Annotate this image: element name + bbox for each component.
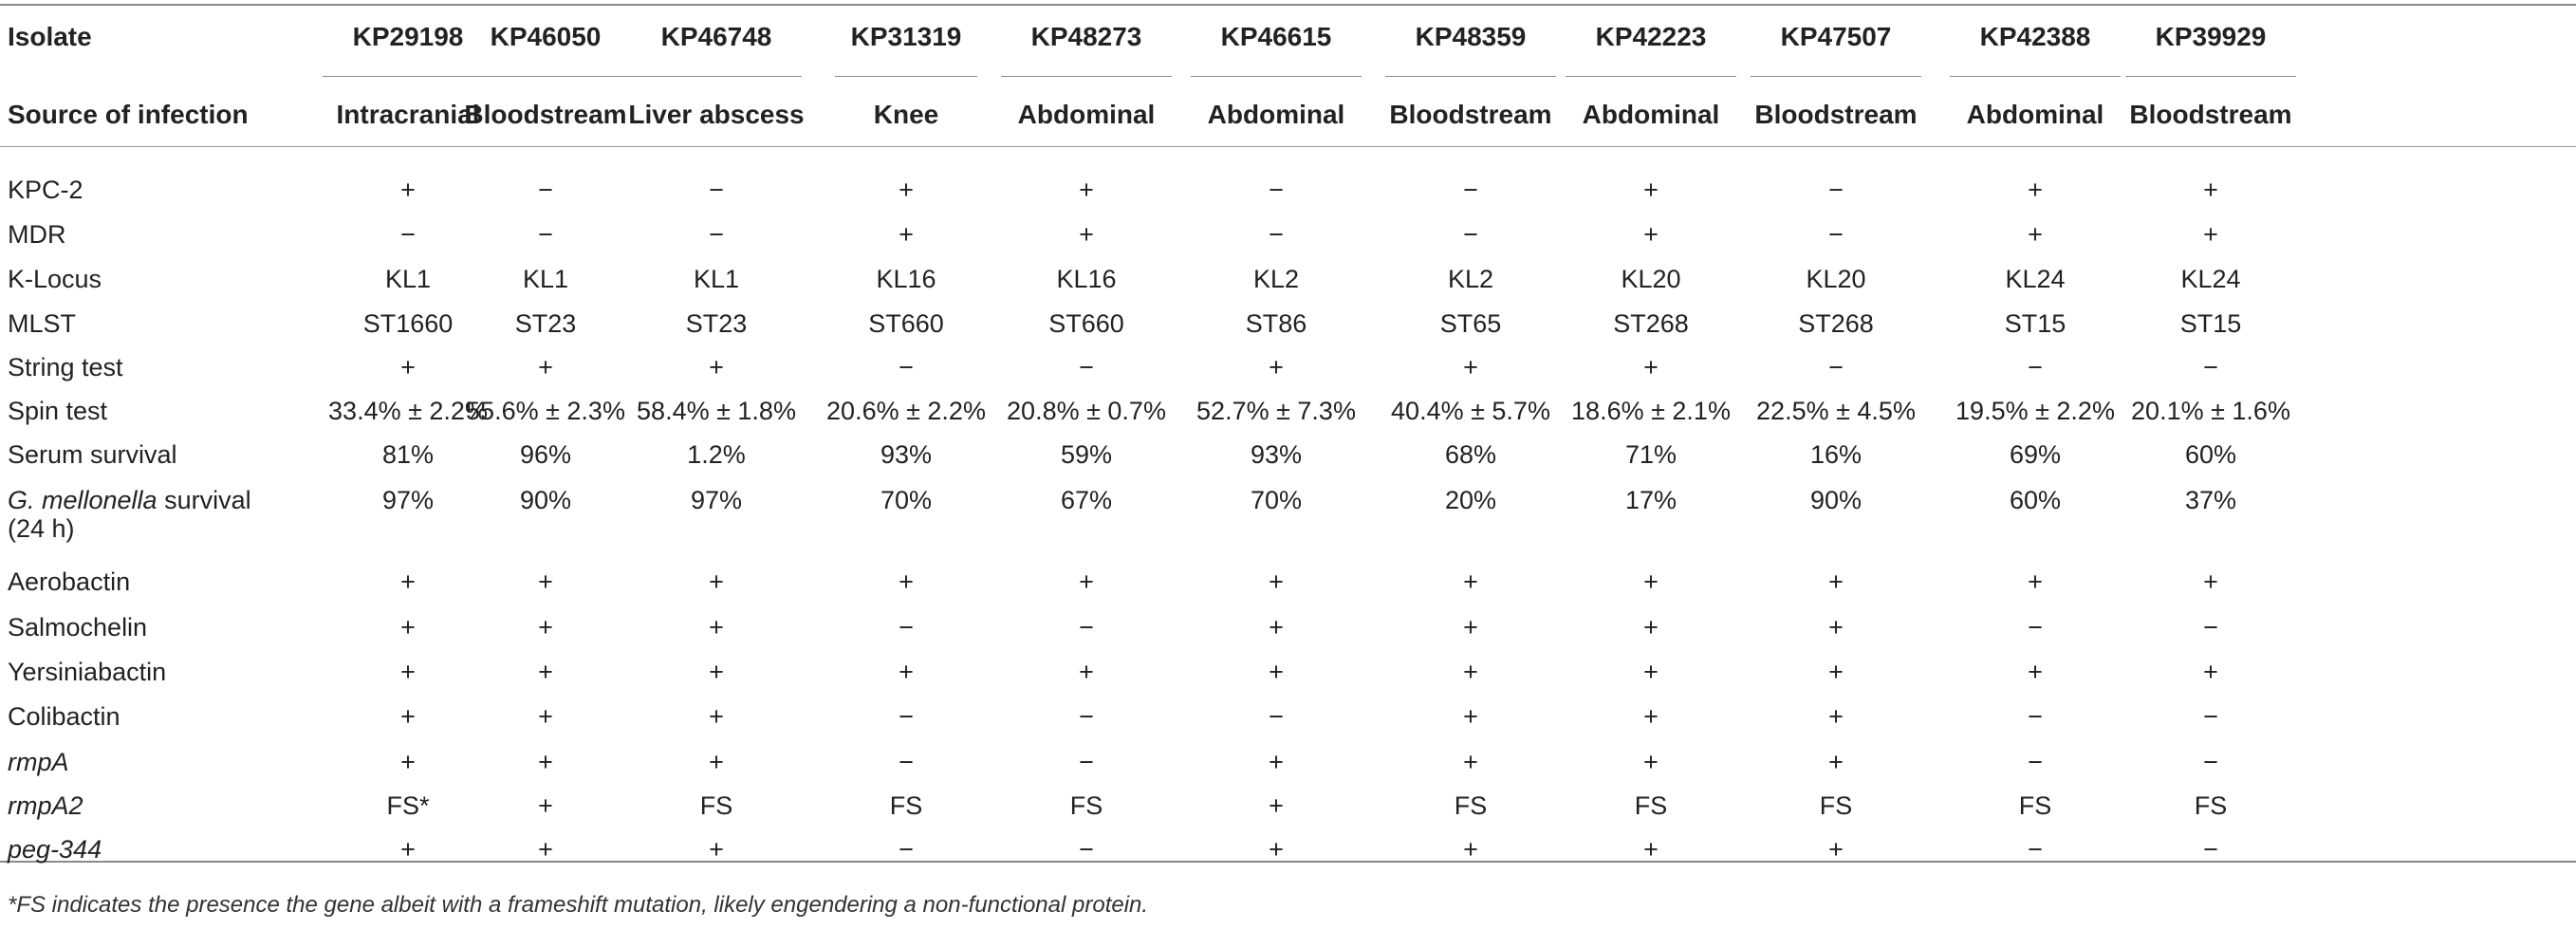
table-cell: 67% [1060,486,1113,514]
table-cell: + [538,702,553,731]
table-cell: 20.1% ± 1.6% [2131,397,2290,425]
table-cell: + [1828,567,1844,596]
table-cell: + [1079,220,1094,249]
table-cell: 18.6% ± 2.1% [1571,397,1731,425]
isolate-header: KP31319 [850,22,962,51]
table-cell: + [538,791,553,820]
table-cell: + [709,567,724,596]
table-cell: 96% [519,440,572,469]
table-cell: + [1269,791,1284,820]
table-cell: 22.5% ± 4.5% [1756,397,1916,425]
table-cell: 17% [1624,486,1677,514]
table-footnote: *FS indicates the presence the gene albeit with a frameshift mutation, likely engendering a non-functional protein. [8,892,1149,918]
isolate-header: KP46615 [1220,22,1332,51]
table-cell: − [899,835,914,864]
table-cell: FS [1069,791,1103,820]
table-cell: + [2028,658,2043,686]
table-cell: − [899,702,914,731]
row-label: rmpA2 [8,791,83,820]
table-cell: − [400,220,416,249]
table-cell: ST23 [514,309,577,338]
table-cell: − [2203,353,2218,381]
row-label: MLST [8,309,77,338]
source-header: Intracranial [336,100,480,129]
row-label: Serum survival [8,440,177,469]
table-cell: + [400,702,416,731]
table-cell: + [400,613,416,642]
header-rule [0,146,2576,147]
table-cell: − [2203,748,2218,776]
table-cell: + [1463,658,1478,686]
table-cell: − [1463,176,1478,204]
table-cell: 71% [1624,440,1677,469]
table-cell: − [2203,613,2218,642]
isolate-underline [835,76,977,77]
table-cell: − [2028,835,2043,864]
table-cell: ST65 [1439,309,1502,338]
table-cell: KL16 [876,265,936,293]
isolate-header: KP42223 [1595,22,1707,51]
table-cell: − [1828,176,1844,204]
table-cell: 97% [690,486,743,514]
table-cell: + [2203,220,2218,249]
table-cell: ST660 [1048,309,1124,338]
row-label: String test [8,353,123,381]
isolate-underline [1191,76,1362,77]
table-cell: FS [2018,791,2052,820]
table-cell: + [1269,658,1284,686]
isolate-header: KP29198 [352,22,464,51]
isolate-header: KP46748 [660,22,772,51]
row-label-italic: G. mellonella [8,486,158,514]
source-header: Bloodstream [2129,100,2292,129]
table-cell: + [899,176,914,204]
table-cell: ST1660 [362,309,454,338]
table-cell: + [1463,748,1478,776]
header-source-label: Source of infection [8,100,249,129]
row-label: K-Locus [8,265,102,293]
table-cell: + [1269,613,1284,642]
table-cell: + [538,658,553,686]
table-cell: 40.4% ± 5.7% [1391,397,1550,425]
table-cell: − [1463,220,1478,249]
isolate-header: KP42388 [1979,22,2091,51]
source-header: Liver abscess [628,100,805,129]
table-cell: + [400,353,416,381]
table-cell: + [538,353,553,381]
table-cell: 70% [1250,486,1303,514]
table-cell: − [1269,176,1284,204]
isolate-underline [631,76,802,77]
table-cell: + [538,835,553,864]
table-cell: 55.6% ± 2.3% [466,397,625,425]
table-cell: + [2028,220,2043,249]
table-cell: + [709,613,724,642]
table-cell: + [899,658,914,686]
table-cell: + [1269,353,1284,381]
header-isolate-label: Isolate [8,22,92,51]
table-cell: + [1643,658,1659,686]
isolate-header: KP39929 [2155,22,2267,51]
table-cell: − [2028,702,2043,731]
isolate-underline [1751,76,1921,77]
table-cell: − [1079,353,1094,381]
table-cell: KL1 [693,265,740,293]
table-cell: KL2 [1252,265,1300,293]
table-cell: 16% [1809,440,1863,469]
table-cell: 60% [2009,486,2062,514]
table-cell: − [1828,353,1844,381]
table-cell: + [1828,658,1844,686]
table-cell: 58.4% ± 1.8% [637,397,796,425]
table-cell: − [1079,748,1094,776]
table-cell: KL2 [1447,265,1494,293]
table-cell: + [2028,176,2043,204]
table-cell: + [400,658,416,686]
table-cell: − [2028,613,2043,642]
table-cell: − [1079,702,1094,731]
table-cell: ST268 [1613,309,1689,338]
table-cell: 81% [381,440,435,469]
table-cell: ST660 [868,309,944,338]
table-cell: 93% [1250,440,1303,469]
top-rule [0,4,2576,6]
table-cell: + [899,567,914,596]
table-cell: + [1643,220,1659,249]
table-cell: KL24 [2180,265,2241,293]
table-cell: + [1079,567,1094,596]
row-label: Aerobactin [8,567,131,596]
table-cell: FS [699,791,733,820]
table-cell: − [538,220,553,249]
table-cell: + [2203,567,2218,596]
table-cell: 19.5% ± 2.2% [1955,397,2115,425]
table-cell: + [1269,835,1284,864]
table-cell: FS [889,791,923,820]
source-header: Bloodstream [1754,100,1918,129]
table-cell: + [1269,567,1284,596]
row-label: MDR [8,220,66,249]
table-cell: + [400,176,416,204]
table-cell: 37% [2184,486,2237,514]
table-cell: − [1079,835,1094,864]
table-cell: 70% [880,486,933,514]
table-cell: 68% [1444,440,1497,469]
table-cell: − [1079,613,1094,642]
isolate-underline [460,76,631,77]
table-cell: − [899,748,914,776]
table-cell: KL20 [1621,265,1681,293]
table-cell: KL1 [522,265,569,293]
isolate-header: KP48273 [1030,22,1142,51]
row-label: rmpA [8,748,69,776]
table-cell: + [1269,748,1284,776]
row-label: peg-344 [8,835,102,864]
bottom-rule [0,861,2576,863]
table-cell: − [1269,220,1284,249]
table-cell: 1.2% [687,440,746,469]
table-cell: 52.7% ± 7.3% [1196,397,1356,425]
table-cell: + [2028,567,2043,596]
table-cell: + [1643,176,1659,204]
table-cell: + [400,567,416,596]
source-header: Bloodstream [464,100,627,129]
table-cell: + [1643,613,1659,642]
table-cell: + [1643,835,1659,864]
table-cell: + [1463,702,1478,731]
table-cell: + [538,748,553,776]
row-label: Yersiniabactin [8,658,167,686]
table-cell: + [899,220,914,249]
isolate-header: KP47507 [1780,22,1892,51]
isolate-underline [1950,76,2121,77]
table-cell: + [1828,835,1844,864]
table-cell: − [709,220,724,249]
table-cell: FS [1634,791,1668,820]
table-cell: + [709,658,724,686]
table-cell: + [400,835,416,864]
table-cell: + [1463,353,1478,381]
table-cell: 90% [1809,486,1863,514]
table-cell: + [1828,702,1844,731]
source-header: Abdominal [1582,100,1720,129]
isolate-underline [1385,76,1556,77]
table-cell: + [709,702,724,731]
table-cell: 69% [2009,440,2062,469]
source-header: Abdominal [1966,100,2104,129]
table-cell: 20% [1444,486,1497,514]
table-cell: FS [1454,791,1488,820]
table-cell: 93% [880,440,933,469]
table-cell: + [2203,658,2218,686]
table-cell: KL16 [1056,265,1117,293]
table-cell: + [1463,613,1478,642]
table-cell: − [2028,748,2043,776]
table-cell: ST268 [1798,309,1874,338]
table-cell: − [2028,353,2043,381]
table-cell: + [400,748,416,776]
table-cell: + [2203,176,2218,204]
table-cell: KL24 [2005,265,2066,293]
table-cell: + [709,353,724,381]
table-cell: + [1643,567,1659,596]
table-cell: FS* [386,791,430,820]
table-cell: − [538,176,553,204]
table-cell: ST15 [2179,309,2242,338]
table-cell: 33.4% ± 2.2% [328,397,488,425]
table-cell: KL1 [384,265,432,293]
table-cell: − [1828,220,1844,249]
table-cell: − [2203,702,2218,731]
table-cell: + [709,748,724,776]
table-cell: + [1828,613,1844,642]
isolate-underline [1001,76,1172,77]
isolate-underline [1566,76,1736,77]
table-cell: + [1079,176,1094,204]
isolate-header: KP48359 [1415,22,1527,51]
table-cell: + [1643,353,1659,381]
table-cell: − [899,353,914,381]
table-cell: + [1463,835,1478,864]
table-cell: + [709,835,724,864]
table-cell: ST15 [2004,309,2066,338]
table-cell: 90% [519,486,572,514]
table-cell: ST86 [1245,309,1307,338]
source-header: Abdominal [1017,100,1156,129]
table-cell: + [1828,748,1844,776]
table-cell: − [899,613,914,642]
row-label: Spin test [8,397,108,425]
table-cell: 97% [381,486,435,514]
table-cell: + [538,567,553,596]
table-cell: + [1079,658,1094,686]
table-cell: 20.6% ± 2.2% [826,397,986,425]
table-cell: 59% [1060,440,1113,469]
source-header: Abdominal [1207,100,1345,129]
table-cell: + [538,613,553,642]
table-cell: FS [1819,791,1853,820]
source-header: Bloodstream [1389,100,1552,129]
row-label-rest: survival [157,486,251,514]
table-cell: 60% [2184,440,2237,469]
table-cell: − [2203,835,2218,864]
table-cell: ST23 [685,309,748,338]
row-label: KPC-2 [8,176,83,204]
table-cell: FS [2194,791,2228,820]
isolate-header: KP46050 [490,22,602,51]
table-cell: + [1463,567,1478,596]
row-label-line2: (24 h) [8,514,75,543]
table-cell: − [1269,702,1284,731]
table-cell: − [709,176,724,204]
isolate-underline [2125,76,2296,77]
row-label [8,486,251,514]
table-cell: + [1643,702,1659,731]
row-label: Colibactin [8,702,120,731]
table-cell: KL20 [1806,265,1866,293]
table-cell: 20.8% ± 0.7% [1007,397,1166,425]
table-cell: + [1643,748,1659,776]
source-header: Knee [873,100,939,129]
row-label: Salmochelin [8,613,148,642]
